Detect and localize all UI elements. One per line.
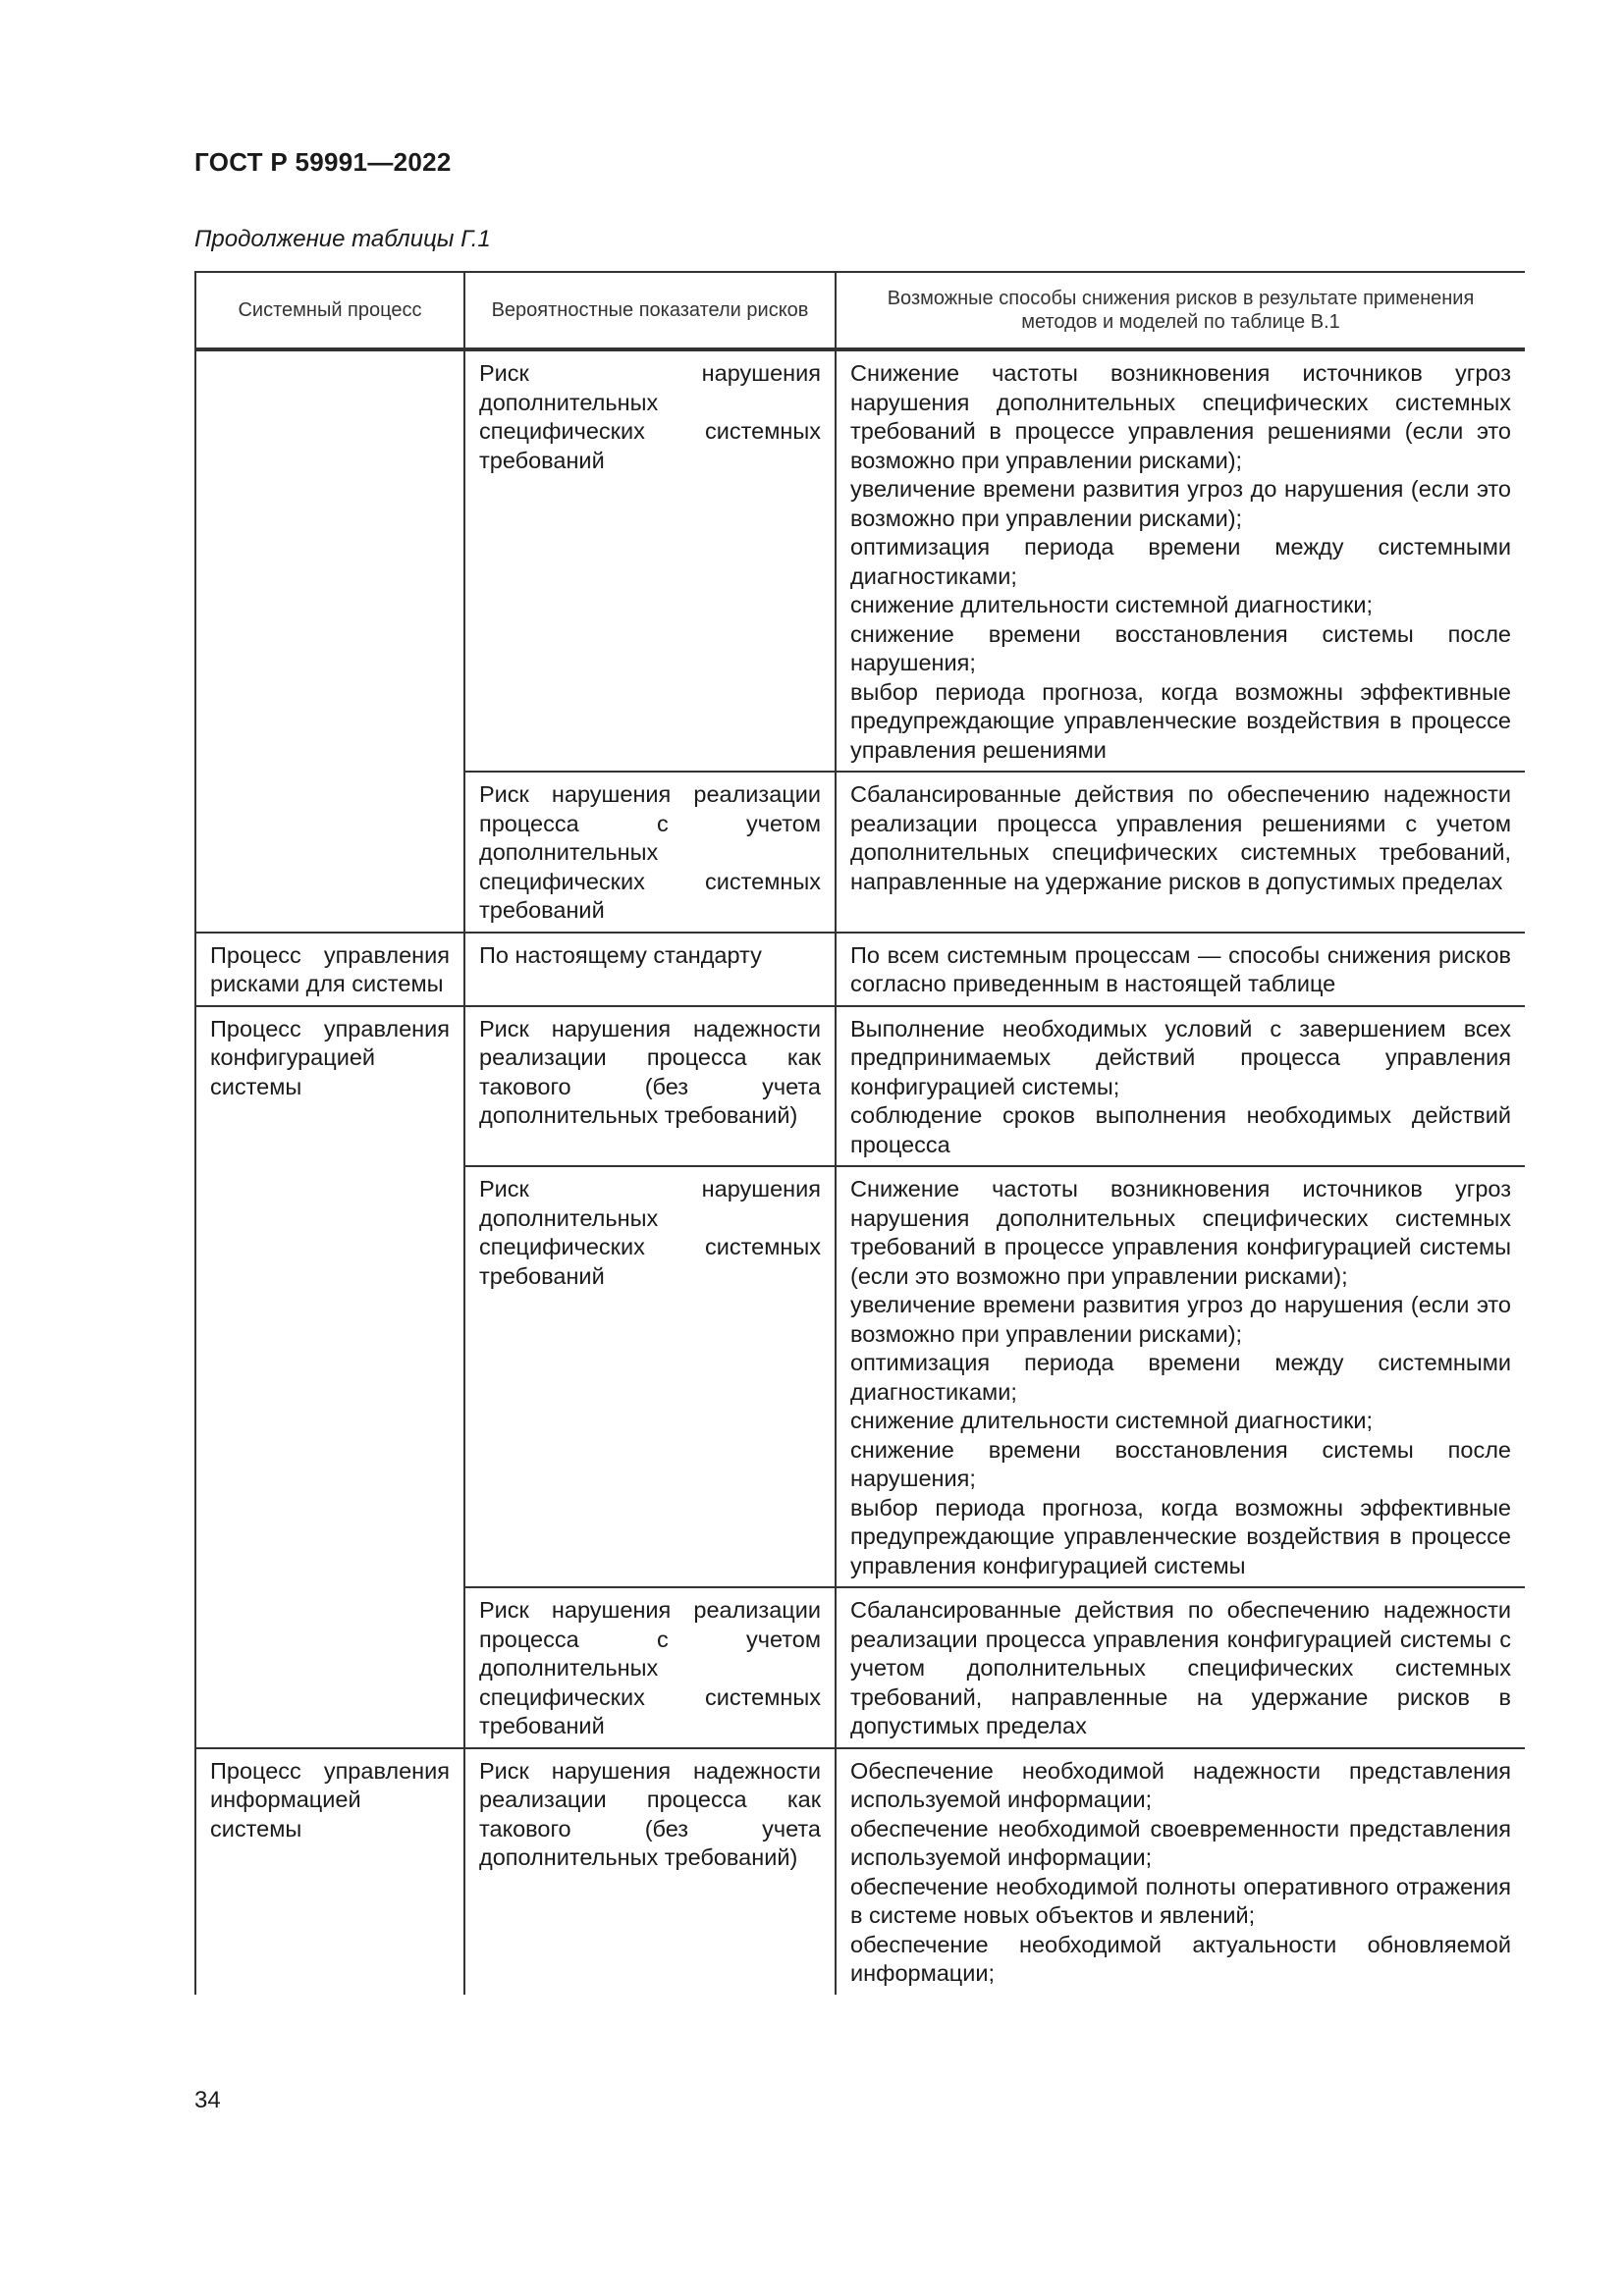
measure-line: снижение времени восстановления системы после нарушения; <box>850 1436 1511 1491</box>
table-header-row <box>195 272 1525 349</box>
risk-cell: Риск нарушения надежности реализации процесса как такового (без учета дополнительных требований) <box>464 1006 836 1167</box>
column-header-risk-indicators: Вероятностные показатели рисков <box>464 272 836 349</box>
column-header-process: Системный процесс <box>195 272 464 349</box>
measure-line: оптимизация периода времени между системными диагностиками; <box>850 1350 1511 1405</box>
measures-cell <box>836 1587 1525 1748</box>
measure-line: Обеспечение необходимой надежности представления используемой информации; <box>850 1757 1511 1812</box>
column-header-risk-reduction: Возможные способы снижения рисков в результате применения методов и моделей по таблице В.1 <box>836 272 1525 349</box>
measure-line: снижение времени восстановления системы после нарушения; <box>850 620 1511 675</box>
measures-cell <box>836 1166 1525 1587</box>
table-row <box>195 933 1525 1006</box>
measures-cell <box>836 1006 1525 1167</box>
measure-line: увеличение времени развития угроз до нарушения (если это возможно при управлении рисками); <box>850 1292 1511 1347</box>
measure-line: оптимизация периода времени между системными диагностиками; <box>850 534 1511 589</box>
standard-code: ГОСТ Р 59991—2022 <box>194 147 452 177</box>
process-cell: Процесс управления информацией системы <box>195 1748 464 1995</box>
measure-line: обеспечение необходимой своевременности представления используемой информации; <box>850 1815 1511 1870</box>
measure-line: выбор периода прогноза, когда возможны эффективные предупреждающие управленческие воздействия в процессе управления конфигурацией системы <box>850 1494 1511 1578</box>
table-row <box>195 349 1525 772</box>
process-cell: Процесс управления рисками для системы <box>195 933 464 1006</box>
table-row <box>195 1748 1525 1995</box>
process-cell: Процесс управления конфигурацией системы <box>195 1006 464 1748</box>
risk-cell: Риск нарушения дополнительных специфических системных требований <box>464 349 836 772</box>
measure-line: По всем системным процессам — способы снижения рисков согласно приведенным в настоящей таблице <box>850 941 1511 996</box>
measure-line: Выполнение необходимых условий с завершением всех предпринимаемых действий процесса управления конфигурацией системы; <box>850 1015 1511 1099</box>
measure-line: Снижение частоты возникновения источников угроз нарушения дополнительных специфических системных требований в процессе управления конфигурацией системы (если это возможно при управлении рисками); <box>850 1176 1511 1289</box>
risk-cell: Риск нарушения реализации процесса с учетом дополнительных специфических системных требований <box>464 772 836 933</box>
table-container <box>194 271 1525 2028</box>
risk-cell: По настоящему стандарту <box>464 933 836 1006</box>
risk-cell: Риск нарушения надежности реализации процесса как такового (без учета дополнительных требований) <box>464 1748 836 1995</box>
measure-line: соблюдение сроков выполнения необходимых действий процесса <box>850 1102 1511 1157</box>
measure-line: снижение длительности системной диагностики; <box>850 592 1374 617</box>
measure-line: Сбалансированные действия по обеспечению надежности реализации процесса управления решениями с учетом дополнительных специфических системных требований, направленные на удержание рисков в допустимых пределах <box>850 781 1511 894</box>
measures-cell <box>836 1748 1525 1995</box>
measure-line: увеличение времени развития угроз до нарушения (если это возможно при управлении рисками); <box>850 476 1511 531</box>
measure-line: обеспечение необходимой полноты оперативного отражения в системе новых объектов и явлений; <box>850 1873 1511 1928</box>
risk-cell: Риск нарушения дополнительных специфических системных требований <box>464 1166 836 1587</box>
measures-cell <box>836 933 1525 1006</box>
measure-line: выбор периода прогноза, когда возможны эффективные предупреждающие управленческие воздействия в процессе управления решениями <box>850 678 1511 763</box>
measure-line: Сбалансированные действия по обеспечению надежности реализации процесса управления конфигурацией системы с учетом дополнительных специфических системных требований, направленные на удержание рисков в допустимых пределах <box>850 1597 1511 1738</box>
measures-cell <box>836 772 1525 933</box>
table-caption: Продолжение таблицы Г.1 <box>194 226 491 252</box>
risk-table <box>194 271 1525 1995</box>
process-cell <box>195 349 464 933</box>
page-number: 34 <box>194 2087 221 2113</box>
measure-line: обеспечение необходимой актуальности обновляемой информации; <box>850 1931 1511 1986</box>
measure-line: Снижение частоты возникновения источников угроз нарушения дополнительных специфических системных требований в процессе управления решениями (если это возможно при управлении рисками); <box>850 360 1511 473</box>
measure-line: снижение длительности системной диагностики; <box>850 1408 1374 1433</box>
risk-cell: Риск нарушения реализации процесса с учетом дополнительных специфических системных требований <box>464 1587 836 1748</box>
table-row <box>195 1006 1525 1167</box>
measures-cell <box>836 349 1525 772</box>
